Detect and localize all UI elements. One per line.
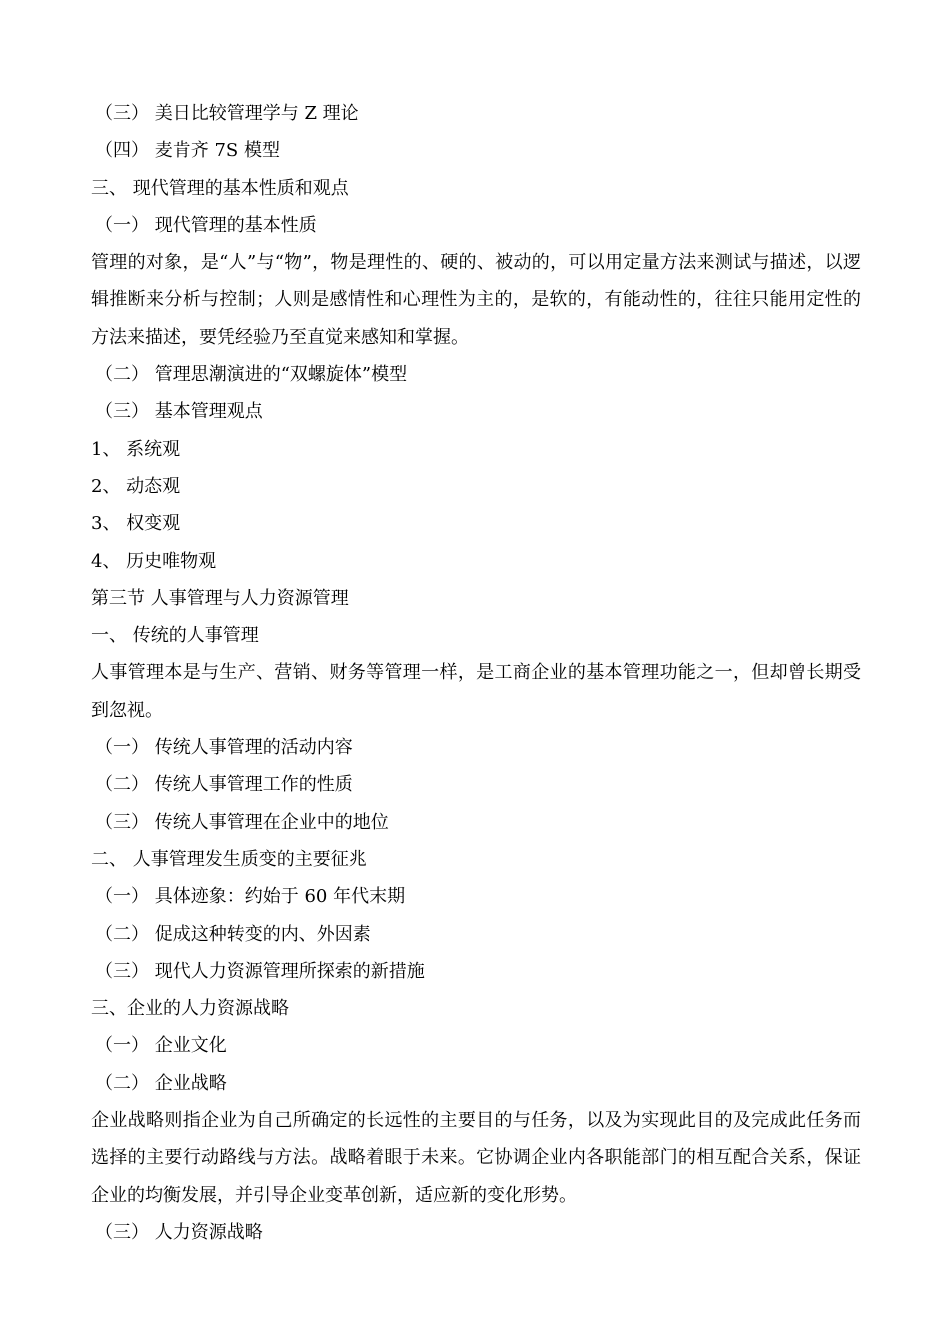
document-page: [91, 95, 861, 1251]
list-item: 4、 历史唯物观: [91, 550, 217, 572]
body-paragraph: 人事管理本是与生产、营销、财务等管理一样，是工商企业的基本管理功能之一，但却曾长期受到忽视。: [91, 662, 861, 721]
section-heading: （三） 美日比较管理学与 Z 理论: [95, 103, 359, 124]
section-heading: 三、企业的人力资源战略: [91, 998, 289, 1020]
list-item: 2、 动态观: [91, 475, 181, 497]
section-heading: （四） 麦肯齐 7S 模型: [95, 140, 280, 162]
section-heading: （三） 传统人事管理在企业中的地位: [95, 811, 389, 833]
section-heading: （一） 具体迹象：约始于 60 年代末期: [95, 886, 406, 908]
section-heading: （二） 促成这种转变的内、外因素: [95, 923, 371, 945]
body-paragraph: 管理的对象，是“人”与“物”，物是理性的、硬的、被动的，可以用定量方法来测试与描述，以逻辑推断来分析与控制；人则是感情性和心理性为主的，是软的，有能动性的，往往只能用定性的方法来描述，要凭经验乃至直觉来感知和掌握。: [91, 252, 861, 348]
section-heading: （三） 现代人力资源管理所探索的新措施: [95, 960, 425, 982]
list-item: 3、 权变观: [91, 513, 181, 535]
section-heading: （一） 企业文化: [95, 1035, 227, 1057]
section-heading: （二） 企业战略: [95, 1072, 227, 1094]
list-item: 1、 系统观: [91, 438, 181, 460]
section-heading: （一） 现代管理的基本性质: [95, 214, 317, 236]
section-heading: 二、 人事管理发生质变的主要征兆: [91, 848, 367, 870]
section-heading: （二） 管理思潮演进的“双螺旋体”模型: [95, 364, 408, 386]
section-heading: （一） 传统人事管理的活动内容: [95, 737, 353, 759]
section-heading: 三、 现代管理的基本性质和观点: [91, 177, 349, 199]
section-heading: （三） 人力资源战略: [95, 1221, 263, 1243]
section-heading: （三） 基本管理观点: [95, 401, 263, 423]
chapter-section-title: 第三节 人事管理与人力资源管理: [91, 587, 349, 609]
section-heading: （二） 传统人事管理工作的性质: [95, 774, 353, 796]
body-paragraph: 企业战略则指企业为自己所确定的长远性的主要目的与任务，以及为实现此目的及完成此任务而选择的主要行动路线与方法。战略着眼于未来。它协调企业内各职能部门的相互配合关系，保证企业的均衡发展，并引导企业变革创新，适应新的变化形势。: [91, 1110, 861, 1206]
section-heading: 一、 传统的人事管理: [91, 625, 259, 647]
